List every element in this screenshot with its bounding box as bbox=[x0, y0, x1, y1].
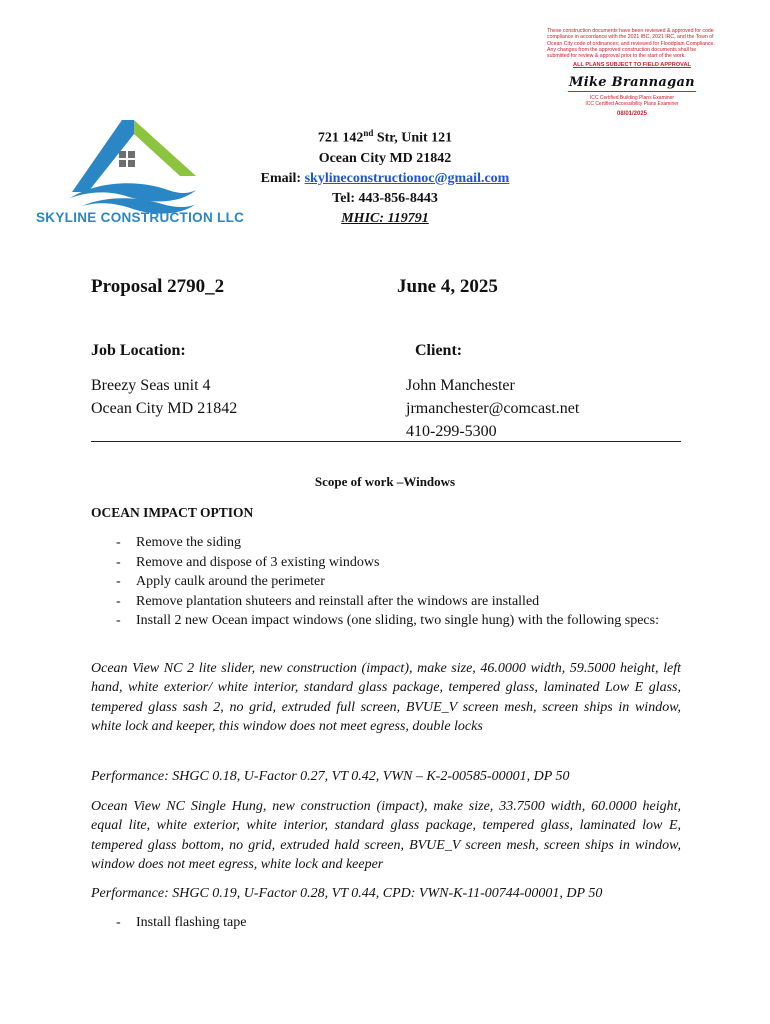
company-tel: Tel: 443-856-8443 bbox=[332, 190, 438, 206]
proposal-date: June 4, 2025 bbox=[397, 276, 498, 297]
client-email: jrmanchester@comcast.net bbox=[406, 400, 580, 417]
stamp-text: These construction documents have been reviewed & approved for code compliance in accordance with the 2021 IBC, 2021 IRC, and the Town of Ocean City code of ordinances; and reviewed for Floodplain Compliance. Any changes from the approved construction documents shall be submitted for review & approval prior to the start of the work. bbox=[547, 28, 715, 60]
list-item: - Remove plantation shuteers and reinstall after the windows are installed bbox=[116, 593, 540, 609]
email-link[interactable]: skylineconstructionoc@gmail.com bbox=[304, 170, 510, 186]
scope-title: Scope of work –Windows bbox=[314, 474, 456, 489]
list-item: - Install 2 new Ocean impact windows (one sliding, two single hung) with the following specs: bbox=[116, 613, 659, 628]
stamp-date: 08/01/2025 bbox=[616, 111, 648, 118]
window-spec-1: Ocean View NC 2 lite slider, new construction (impact), make size, 46.0000 width, 59.5000 height, left hand, white exterior/ white interior, standard glass package, tempered glass, laminated Low E glass, tempered glass sash 2, no grid, extruded full screen, BVUE_V screen mesh, screen ships in window, white lock and keeper, this window does not meet egress, double locks bbox=[91, 661, 681, 735]
task-list-2 bbox=[116, 913, 681, 933]
performance-2: Performance: SHGC 0.19, U-Factor 0.28, VT 0.44, CPD: VWN-K-11-00744-00001, DP 50 bbox=[91, 886, 603, 901]
company-city: Ocean City MD 21842 bbox=[318, 150, 452, 166]
company-email: Email: skylineconstructionoc@gmail.com bbox=[260, 170, 510, 186]
job-location-label: Job Location: bbox=[91, 342, 186, 359]
client-name: John Manchester bbox=[406, 377, 515, 394]
proposal-number: Proposal 2790_2 bbox=[91, 276, 225, 297]
stamp-signature-line bbox=[568, 91, 696, 92]
task-list bbox=[116, 533, 681, 631]
window-icon bbox=[119, 151, 135, 167]
stamp-examiner bbox=[547, 95, 717, 107]
list-item: - Remove the siding bbox=[116, 535, 241, 550]
approval-stamp bbox=[547, 28, 717, 117]
list-item: - Apply caulk around the perimeter bbox=[116, 574, 325, 589]
client-label: Client: bbox=[415, 342, 463, 359]
list-item: - Install flashing tape bbox=[116, 915, 247, 930]
list-item: - Remove and dispose of 3 existing windows bbox=[116, 554, 380, 570]
option-title: OCEAN IMPACT OPTION bbox=[91, 505, 254, 520]
client-phone: 410-299-5300 bbox=[406, 423, 497, 440]
stamp-examiner-1: ICC Certified Building Plans Examiner bbox=[589, 95, 675, 102]
stamp-signature: Mike Brannagan bbox=[569, 75, 695, 91]
client-info bbox=[406, 374, 579, 443]
company-address: 721 142nd Str, Unit 121 bbox=[317, 128, 453, 146]
stamp-all-plans: ALL PLANS SUBJECT TO FIELD APPROVAL bbox=[573, 62, 691, 69]
job-location-line: Breezy Seas unit 4 bbox=[91, 377, 211, 394]
performance-1: Performance: SHGC 0.18, U-Factor 0.27, VT 0.42, VWN – K-2-00585-00001, DP 50 bbox=[91, 769, 570, 784]
window-spec-2: Ocean View NC Single Hung, new construction (impact), make size, 33.7500 width, 60.0000 height, equal lite, white exterior, white interior, standard glass package, tempered glass, laminated low E, tempered glass bottom, no grid, extruded hald screen, BVUE_V screen mesh, screen ships in window, window does not meet egress, white lock and keeper bbox=[91, 799, 681, 873]
logo-text: SKYLINE CONSTRUCTION LLC bbox=[36, 210, 245, 225]
job-location bbox=[91, 374, 237, 420]
company-header bbox=[230, 123, 540, 229]
company-mhic: MHIC: 119791 bbox=[341, 210, 429, 226]
divider bbox=[91, 441, 681, 442]
stamp-examiner-2: ICC Certified Accessibility Plans Examiner bbox=[585, 101, 679, 108]
job-location-line: Ocean City MD 21842 bbox=[91, 400, 238, 417]
